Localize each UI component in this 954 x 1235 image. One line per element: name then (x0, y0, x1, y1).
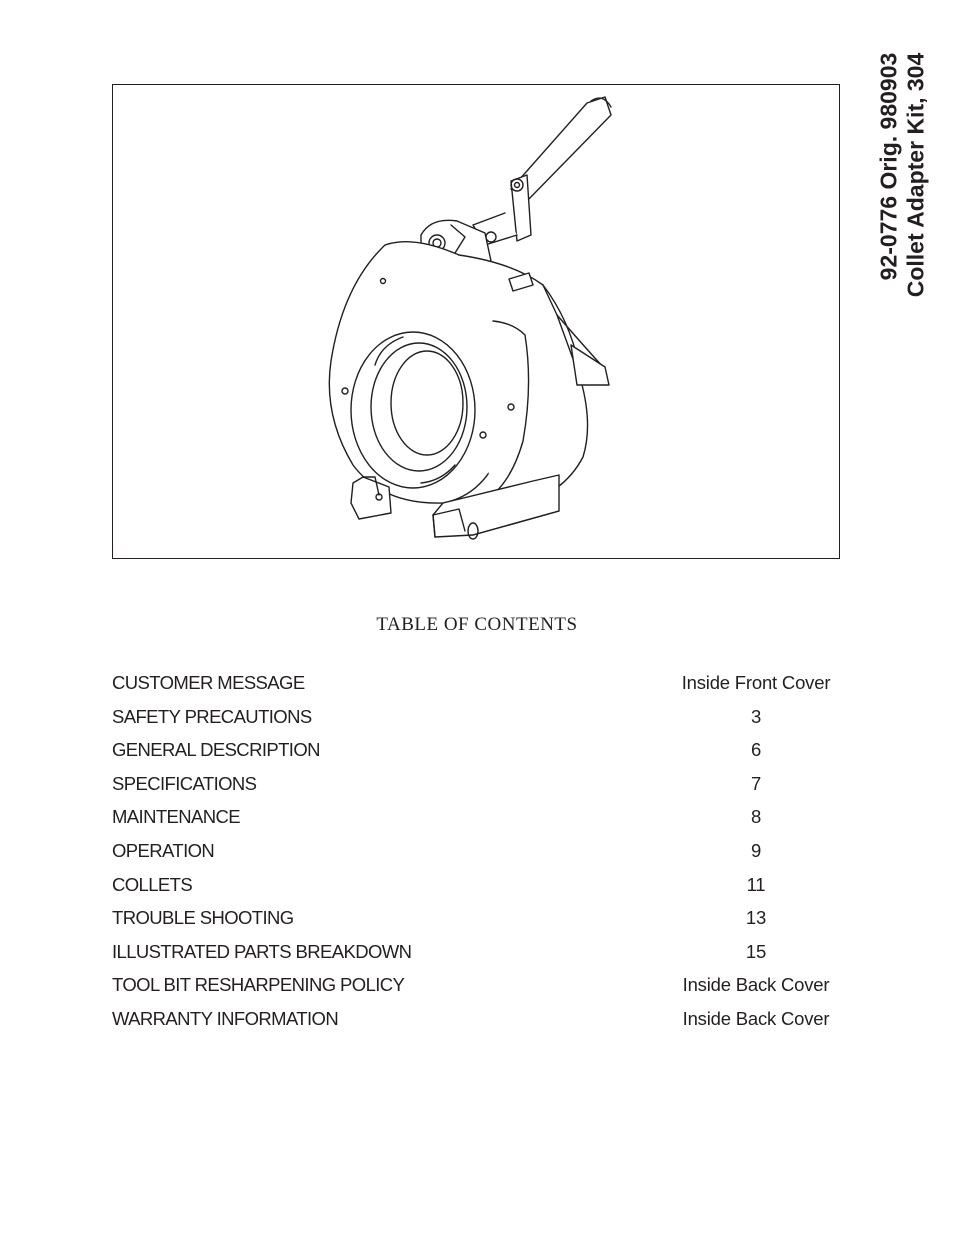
toc-entry-label: CUSTOMER MESSAGE (112, 672, 305, 693)
toc-entry-page: 11 (746, 873, 766, 895)
toc-entry-label: SAFETY PRECAUTIONS (112, 705, 312, 727)
toc-entry-label: WARRANTY INFORMATION (112, 1007, 339, 1029)
toc-row (112, 941, 836, 975)
toc-entry-page: 13 (745, 907, 767, 929)
toc-row (112, 773, 836, 807)
toc-row (112, 672, 836, 706)
toc-title: TABLE OF CONTENTS (376, 614, 578, 635)
toc-entry-page: 3 (750, 705, 762, 727)
toc-row (112, 806, 836, 840)
toc-entry-page: 9 (750, 839, 762, 861)
toc-entry-page: Inside Front Cover (681, 672, 831, 693)
toc-entry-page: Inside Back Cover (682, 974, 830, 996)
product-title-line: Collet Adapter Kit, 304 (902, 52, 929, 298)
toc-row (112, 840, 836, 874)
toc-entry-label: GENERAL DESCRIPTION (112, 739, 320, 761)
toc-entry-label: TROUBLE SHOOTING (112, 907, 294, 929)
toc-entry-label: ILLUSTRATED PARTS BREAKDOWN (112, 940, 412, 962)
toc-list (112, 672, 836, 1042)
toc-entry-label: OPERATION (112, 839, 215, 861)
document-id-label (872, 44, 932, 306)
toc-row (112, 907, 836, 941)
toc-entry-label: SPECIFICATIONS (112, 772, 257, 794)
toc-entry-label: COLLETS (112, 873, 193, 895)
toc-entry-page: 15 (745, 940, 767, 962)
toc-entry-label: TOOL BIT RESHARPENING POLICY (112, 974, 405, 996)
toc-row (112, 1008, 836, 1042)
toc-entry-page: Inside Back Cover (682, 1007, 830, 1029)
toc-entry-page: 7 (750, 772, 762, 794)
toc-entry-label: MAINTENANCE (112, 806, 241, 828)
doc-number-line: 92-0776 Orig. 980903 (875, 52, 902, 281)
toc-row (112, 706, 836, 740)
toc-entry-page: 8 (750, 806, 762, 828)
product-figure-frame (112, 84, 840, 559)
collet-adapter-illustration (113, 85, 839, 558)
toc-row (112, 874, 836, 908)
toc-entry-page: 6 (750, 739, 762, 761)
toc-row (112, 739, 836, 773)
document-id-text (875, 53, 929, 298)
toc-row (112, 974, 836, 1008)
